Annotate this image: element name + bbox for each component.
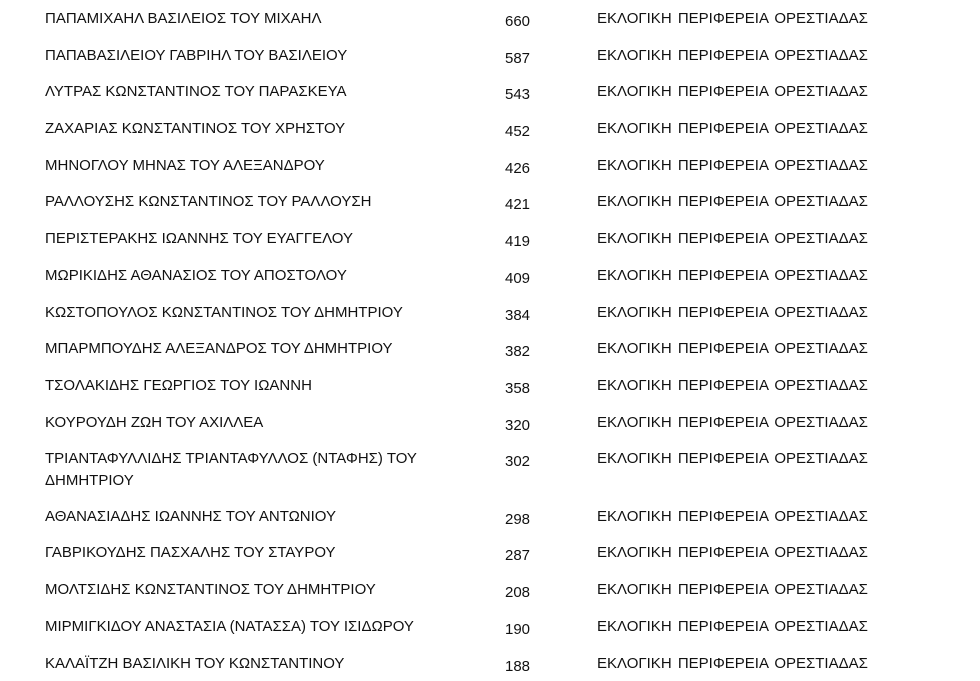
table-row <box>0 608 980 645</box>
candidate-name: ΡΑΛΛΟΥΣΗΣ ΚΩΝΣΤΑΝΤΙΝΟΣ ΤΟΥ ΡΑΛΛΟΥΣΗ <box>45 191 465 213</box>
table-row <box>0 257 980 294</box>
electoral-district: ΕΚΛΟΓΙΚΗ ΠΕΡΙΦΕΡΕΙΑ ΟΡΕΣΤΙΑΔΑΣ <box>597 448 967 470</box>
vote-count: 426 <box>505 158 565 180</box>
vote-count: 188 <box>505 656 565 678</box>
electoral-district: ΕΚΛΟΓΙΚΗ ΠΕΡΙΦΕΡΕΙΑ ΟΡΕΣΤΙΑΔΑΣ <box>597 45 967 67</box>
table-row <box>0 498 980 535</box>
table-row <box>0 534 980 571</box>
electoral-district: ΕΚΛΟΓΙΚΗ ΠΕΡΙΦΕΡΕΙΑ ΟΡΕΣΤΙΑΔΑΣ <box>597 228 967 250</box>
vote-count: 587 <box>505 48 565 70</box>
table-row <box>0 367 980 404</box>
electoral-district: ΕΚΛΟΓΙΚΗ ΠΕΡΙΦΕΡΕΙΑ ΟΡΕΣΤΙΑΔΑΣ <box>597 302 967 324</box>
candidate-name: ΚΑΛΑΪΤΖΗ ΒΑΣΙΛΙΚΗ ΤΟΥ ΚΩΝΣΤΑΝΤΙΝΟΥ <box>45 653 465 675</box>
candidate-name: ΠΑΠΑΒΑΣΙΛΕΙΟΥ ΓΑΒΡΙΗΛ ΤΟΥ ΒΑΣΙΛΕΙΟΥ <box>45 45 465 67</box>
electoral-district: ΕΚΛΟΓΙΚΗ ΠΕΡΙΦΕΡΕΙΑ ΟΡΕΣΤΙΑΔΑΣ <box>597 155 967 177</box>
table-row <box>0 645 980 681</box>
table-row <box>0 220 980 257</box>
vote-count: 409 <box>505 268 565 290</box>
vote-count: 384 <box>505 305 565 327</box>
candidate-name: ΚΩΣΤΟΠΟΥΛΟΣ ΚΩΝΣΤΑΝΤΙΝΟΣ ΤΟΥ ΔΗΜΗΤΡΙΟΥ <box>45 302 465 324</box>
candidate-name: ΜΠΑΡΜΠΟΥΔΗΣ ΑΛΕΞΑΝΔΡΟΣ ΤΟΥ ΔΗΜΗΤΡΙΟΥ <box>45 338 465 360</box>
table-row <box>0 404 980 441</box>
vote-count: 320 <box>505 415 565 437</box>
candidate-name: ΤΡΙΑΝΤΑΦΥΛΛΙΔΗΣ ΤΡΙΑΝΤΑΦΥΛΛΟΣ (ΝΤΑΦΗΣ) ΤΟΥ ΔΗΜΗΤΡΙΟΥ <box>45 448 465 492</box>
table-row <box>0 330 980 367</box>
vote-count: 287 <box>505 545 565 567</box>
electoral-district: ΕΚΛΟΓΙΚΗ ΠΕΡΙΦΕΡΕΙΑ ΟΡΕΣΤΙΑΔΑΣ <box>597 653 967 675</box>
candidate-name: ΖΑΧΑΡΙΑΣ ΚΩΝΣΤΑΝΤΙΝΟΣ ΤΟΥ ΧΡΗΣΤΟΥ <box>45 118 465 140</box>
electoral-district: ΕΚΛΟΓΙΚΗ ΠΕΡΙΦΕΡΕΙΑ ΟΡΕΣΤΙΑΔΑΣ <box>597 375 967 397</box>
electoral-district: ΕΚΛΟΓΙΚΗ ΠΕΡΙΦΕΡΕΙΑ ΟΡΕΣΤΙΑΔΑΣ <box>597 579 967 601</box>
candidate-name: ΜΟΛΤΣΙΔΗΣ ΚΩΝΣΤΑΝΤΙΝΟΣ ΤΟΥ ΔΗΜΗΤΡΙΟΥ <box>45 579 465 601</box>
vote-count: 452 <box>505 121 565 143</box>
electoral-district: ΕΚΛΟΓΙΚΗ ΠΕΡΙΦΕΡΕΙΑ ΟΡΕΣΤΙΑΔΑΣ <box>597 412 967 434</box>
table-row <box>0 440 980 498</box>
table-row <box>0 183 980 220</box>
candidate-name: ΓΑΒΡΙΚΟΥΔΗΣ ΠΑΣΧΑΛΗΣ ΤΟΥ ΣΤΑΥΡΟΥ <box>45 542 465 564</box>
electoral-district: ΕΚΛΟΓΙΚΗ ΠΕΡΙΦΕΡΕΙΑ ΟΡΕΣΤΙΑΔΑΣ <box>597 265 967 287</box>
electoral-district: ΕΚΛΟΓΙΚΗ ΠΕΡΙΦΕΡΕΙΑ ΟΡΕΣΤΙΑΔΑΣ <box>597 506 967 528</box>
candidate-name: ΜΙΡΜΙΓΚΙΔΟΥ ΑΝΑΣΤΑΣΙΑ (ΝΑΤΑΣΣΑ) ΤΟΥ ΙΣΙΔΩΡΟΥ <box>45 616 465 638</box>
table-row <box>0 294 980 331</box>
vote-count: 358 <box>505 378 565 400</box>
electoral-district: ΕΚΛΟΓΙΚΗ ΠΕΡΙΦΕΡΕΙΑ ΟΡΕΣΤΙΑΔΑΣ <box>597 542 967 564</box>
vote-count: 298 <box>505 509 565 531</box>
table-row <box>0 0 980 37</box>
vote-count: 543 <box>505 84 565 106</box>
candidate-name: ΚΟΥΡΟΥΔΗ ΖΩΗ ΤΟΥ ΑΧΙΛΛΕΑ <box>45 412 465 434</box>
electoral-district: ΕΚΛΟΓΙΚΗ ΠΕΡΙΦΕΡΕΙΑ ΟΡΕΣΤΙΑΔΑΣ <box>597 338 967 360</box>
electoral-district: ΕΚΛΟΓΙΚΗ ΠΕΡΙΦΕΡΕΙΑ ΟΡΕΣΤΙΑΔΑΣ <box>597 118 967 140</box>
electoral-district: ΕΚΛΟΓΙΚΗ ΠΕΡΙΦΕΡΕΙΑ ΟΡΕΣΤΙΑΔΑΣ <box>597 81 967 103</box>
table-row <box>0 110 980 147</box>
vote-count: 660 <box>505 11 565 33</box>
electoral-district: ΕΚΛΟΓΙΚΗ ΠΕΡΙΦΕΡΕΙΑ ΟΡΕΣΤΙΑΔΑΣ <box>597 8 967 30</box>
vote-count: 419 <box>505 231 565 253</box>
table-row <box>0 73 980 110</box>
table-row <box>0 37 980 74</box>
candidate-name: ΠΑΠΑΜΙΧΑΗΛ ΒΑΣΙΛΕΙΟΣ ΤΟΥ ΜΙΧΑΗΛ <box>45 8 465 30</box>
table-row <box>0 147 980 184</box>
candidate-name: ΤΣΟΛΑΚΙΔΗΣ ΓΕΩΡΓΙΟΣ ΤΟΥ ΙΩΑΝΝΗ <box>45 375 465 397</box>
candidate-name: ΜΗΝΟΓΛΟΥ ΜΗΝΑΣ ΤΟΥ ΑΛΕΞΑΝΔΡΟΥ <box>45 155 465 177</box>
table-row <box>0 571 980 608</box>
vote-count: 382 <box>505 341 565 363</box>
candidate-name: ΜΩΡΙΚΙΔΗΣ ΑΘΑΝΑΣΙΟΣ ΤΟΥ ΑΠΟΣΤΟΛΟΥ <box>45 265 465 287</box>
candidate-name: ΑΘΑΝΑΣΙΑΔΗΣ ΙΩΑΝΝΗΣ ΤΟΥ ΑΝΤΩΝΙΟΥ <box>45 506 465 528</box>
electoral-district: ΕΚΛΟΓΙΚΗ ΠΕΡΙΦΕΡΕΙΑ ΟΡΕΣΤΙΑΔΑΣ <box>597 616 967 638</box>
vote-count: 190 <box>505 619 565 641</box>
vote-count: 208 <box>505 582 565 604</box>
vote-count: 302 <box>505 451 565 473</box>
vote-count: 421 <box>505 194 565 216</box>
candidate-name: ΠΕΡΙΣΤΕΡΑΚΗΣ ΙΩΑΝΝΗΣ ΤΟΥ ΕΥΑΓΓΕΛΟΥ <box>45 228 465 250</box>
electoral-district: ΕΚΛΟΓΙΚΗ ΠΕΡΙΦΕΡΕΙΑ ΟΡΕΣΤΙΑΔΑΣ <box>597 191 967 213</box>
candidate-name: ΛΥΤΡΑΣ ΚΩΝΣΤΑΝΤΙΝΟΣ ΤΟΥ ΠΑΡΑΣΚΕΥΑ <box>45 81 465 103</box>
